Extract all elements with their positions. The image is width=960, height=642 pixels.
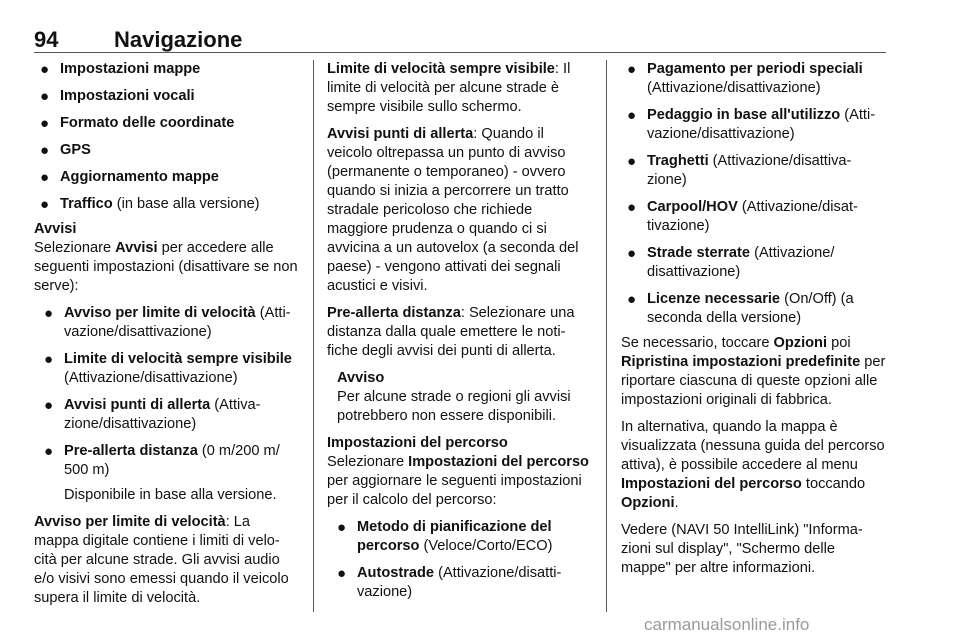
list-item: ● Traghetti (Attivazione/disattiva-zione) — [627, 153, 852, 188]
speed-warning-paragraph: Avviso per limite di velocità: La mappa digitale contiene i limiti di velo-cità per alcune strade. Gli avvisi audio e/o visivi sono emessi quando il veicolo supera il limite di velocità. — [34, 514, 289, 606]
list-item: ● Pagamento per periodi speciali (Attivazione/disattivazione) — [627, 61, 863, 96]
bullet-icon: ● — [40, 88, 50, 105]
list-item: ● Formato delle coordinate — [40, 115, 235, 132]
note-box — [327, 369, 593, 426]
list-item: ● Pre-allerta distanza (0 m/200 m/ 500 m) — [44, 443, 280, 478]
bullet-icon: ● — [627, 199, 637, 216]
menu-list — [34, 60, 298, 214]
bullet-icon: ● — [627, 61, 637, 78]
column-3 — [621, 60, 887, 586]
bullet-icon: ● — [40, 115, 50, 132]
bullet-icon: ● — [337, 519, 347, 536]
bullet-icon: ● — [44, 443, 54, 460]
avvisi-intro: Selezionare Avvisi per accedere alle seguenti impostazioni (disattivare se non serve): — [34, 240, 298, 294]
bullet-icon: ● — [40, 142, 50, 159]
list-item: ● Pedaggio in base all'utilizzo (Atti-vazione/disattivazione) — [627, 107, 876, 142]
route-list — [327, 518, 593, 602]
route-heading: Impostazioni del percorso — [327, 435, 508, 451]
bullet-icon: ● — [40, 169, 50, 186]
list-item: ● Avviso per limite di velocità (Atti-vazione/disattivazione) — [44, 305, 291, 340]
alternative-paragraph: In alternativa, quando la mappa è visualizzata (nessuna guida del percorso attiva), è possibile accedere al menu Impostazioni del percorso toccando Opzioni. — [621, 419, 885, 511]
list-item: ● Carpool/HOV (Attivazione/disat-tivazione) — [627, 199, 858, 234]
bullet-icon: ● — [44, 397, 54, 414]
bullet-icon: ● — [627, 153, 637, 170]
list-item: ● Limite di velocità sempre visibile (Attivazione/disattivazione) — [44, 351, 292, 386]
list-item: ● Autostrade (Attivazione/disatti-vazione) — [337, 565, 562, 600]
note-heading: Avviso — [337, 370, 385, 386]
column-divider-2 — [606, 60, 607, 612]
column-divider-1 — [313, 60, 314, 612]
reset-paragraph: Se necessario, toccare Opzioni poi Ripristina impostazioni predefinite per riportare ciascuna di queste opzioni alle impostazioni originali di fabbrica. — [621, 335, 886, 408]
column-1 — [34, 60, 298, 616]
avvisi-list — [34, 304, 298, 480]
list-item: ● Metodo di pianificazione del percorso (Veloce/Corto/ECO) — [337, 519, 553, 554]
alert-points-paragraph: Avvisi punti di allerta: Quando il veicolo oltrepassa un punto di avviso (permanente o temporaneo) - ovvero quando si inizia a percorrere un tratto stradale pericoloso che richiede maggiore prudenza o quando ci si avvicina a un autovelox (a seconda del paese) - vengono attivati dei segnali acustici e visivi. — [327, 126, 579, 294]
section-title: Navigazione — [114, 27, 243, 52]
list-item: ● Licenze necessarie (On/Off) (a seconda della versione) — [627, 291, 854, 326]
list-item: ● Strade sterrate (Attivazione/ disattivazione) — [627, 245, 835, 280]
bullet-icon: ● — [627, 245, 637, 262]
page-header — [34, 0, 886, 50]
list-item: ● Avvisi punti di allerta (Attiva-zione/disattivazione) — [44, 397, 261, 432]
list-item: ● Traffico (in base alla versione) — [40, 196, 260, 213]
pre-alert-paragraph: Pre-allerta distanza: Selezionare una distanza dalla quale emettere le noti-fiche degli avvisi dei punti di allerta. — [327, 305, 575, 359]
version-note: Disponibile in base alla versione. — [64, 487, 277, 503]
list-item: ● Impostazioni vocali — [40, 88, 195, 105]
list-item: ● Aggiornamento mappe — [40, 169, 219, 186]
list-item: ● Impostazioni mappe — [40, 61, 201, 78]
avvisi-heading: Avvisi — [34, 221, 77, 237]
header-divider — [34, 52, 886, 53]
bullet-icon: ● — [40, 61, 50, 78]
speed-limit-visible-paragraph: Limite di velocità sempre visibile: Il limite di velocità per alcune strade è sempre visibile sullo schermo. — [327, 61, 571, 115]
list-item: ● GPS — [40, 142, 91, 159]
bullet-icon: ● — [44, 351, 54, 368]
route-intro: Selezionare Impostazioni del percorso per aggiornare le seguenti impostazioni per il calcolo del percorso: — [327, 454, 589, 508]
bullet-icon: ● — [40, 196, 50, 213]
bullet-icon: ● — [337, 565, 347, 582]
page-number: 94 — [34, 27, 59, 52]
bullet-icon: ● — [627, 107, 637, 124]
bullet-icon: ● — [44, 305, 54, 322]
route-options-list — [621, 60, 887, 328]
column-2 — [327, 60, 593, 610]
watermark: carmanualsonline.info — [644, 615, 810, 634]
see-also-paragraph: Vedere (NAVI 50 IntelliLink) "Informa-zioni sul display", "Schermo delle mappe" per altre informazioni. — [621, 522, 863, 576]
bullet-icon: ● — [627, 291, 637, 308]
note-text: Per alcune strade o regioni gli avvisi potrebbero non essere disponibili. — [337, 389, 571, 424]
